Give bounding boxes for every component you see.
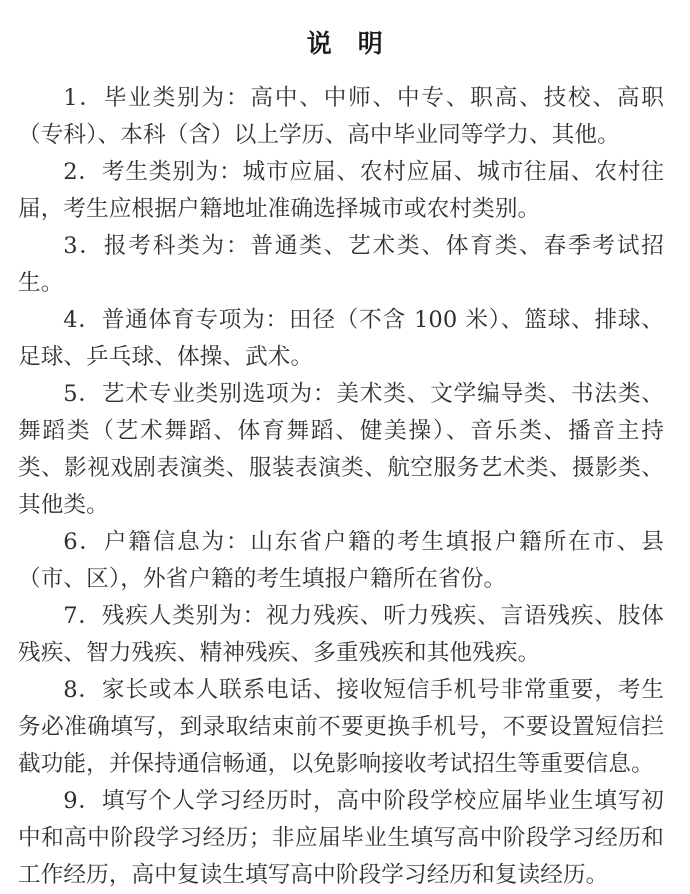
- page-title: 说 明: [306, 29, 384, 58]
- paragraph-item-8: 8．家长或本人联系电话、接收短信手机号非常重要，考生务必准确填写，到录取结束前不要更换手机号，不要设置短信拦截功能，并保持通信畅通，以免影响接收考试招生等重要信息。: [18, 677, 664, 777]
- document-body: [18, 80, 664, 894]
- paragraph-item-1: 1．毕业类别为：高中、中师、中专、职高、技校、高职（专科）、本科（含）以上学历、高中毕业同等学力、其他。: [18, 85, 664, 148]
- paragraph-item-6: 6．户籍信息为：山东省户籍的考生填报户籍所在市、县（市、区），外省户籍的考生填报户籍所在省份。: [18, 529, 664, 592]
- paragraph-item-4: 4．普通体育专项为：田径（不含 100 米）、篮球、排球、足球、乒乓球、体操、武术。: [18, 307, 664, 370]
- paragraph-item-2: 2．考生类别为：城市应届、农村应届、城市往届、农村往届，考生应根据户籍地址准确选择城市或农村类别。: [18, 159, 664, 222]
- paragraph-item-9: 9．填写个人学习经历时，高中阶段学校应届毕业生填写初中和高中阶段学习经历；非应届毕业生填写高中阶段学习经历和工作经历，高中复读生填写高中阶段学习经历和复读经历。: [18, 788, 664, 888]
- paragraph-item-5: 5．艺术专业类别选项为：美术类、文学编导类、书法类、舞蹈类（艺术舞蹈、体育舞蹈、健美操）、音乐类、播音主持类、影视戏剧表演类、服装表演类、航空服务艺术类、摄影类、其他类。: [18, 381, 664, 518]
- paragraph-item-3: 3．报考科类为：普通类、艺术类、体育类、春季考试招生。: [18, 233, 664, 296]
- paragraph-item-7: 7．残疾人类别为：视力残疾、听力残疾、言语残疾、肢体残疾、智力残疾、精神残疾、多重残疾和其他残疾。: [18, 603, 664, 666]
